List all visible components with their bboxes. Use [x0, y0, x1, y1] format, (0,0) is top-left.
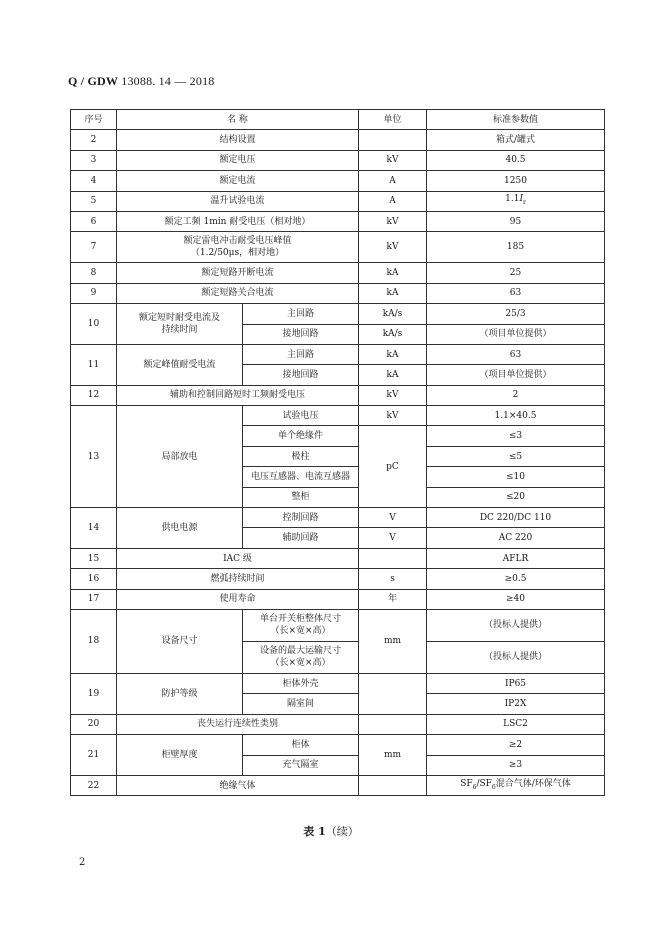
- row-value: AC 220: [427, 528, 605, 548]
- standard-prefix: Q / GDW: [68, 74, 119, 88]
- row-value: 25/3: [427, 304, 605, 324]
- row-value: ≤3: [427, 426, 605, 446]
- row-name: 局部放电: [117, 406, 243, 508]
- row-no: 9: [71, 283, 117, 303]
- row-value: ≥0.5: [427, 569, 605, 589]
- row-value: DC 220/DC 110: [427, 508, 605, 528]
- header-unit: 单位: [359, 110, 427, 130]
- row-no: 10: [71, 304, 117, 345]
- row-unit: A: [359, 171, 427, 191]
- row-subitem: 充气隔室: [243, 755, 359, 775]
- row-no: 6: [71, 211, 117, 231]
- row-subitem: 极柱: [243, 446, 359, 466]
- row-value: [427, 191, 605, 211]
- row-unit: kV: [359, 211, 427, 231]
- row-unit: s: [359, 569, 427, 589]
- row-value: LSC2: [427, 714, 605, 734]
- row-value: （项目单位提供）: [427, 365, 605, 385]
- row-name: 辅助和控制回路短时工频耐受电压: [117, 385, 359, 405]
- gas-a: SF: [460, 778, 473, 789]
- subitem-line-1: 单台开关柜整体尺寸: [259, 614, 341, 625]
- row-unit: [359, 548, 427, 568]
- caption-suffix: （续）: [325, 825, 359, 838]
- name-line-2: （1.2/50μs，相对地）: [190, 248, 285, 259]
- table-row: [71, 283, 605, 303]
- row-no: 21: [71, 735, 117, 776]
- row-value: 185: [427, 232, 605, 263]
- row-value: （投标人提供）: [427, 641, 605, 673]
- page-number: 2: [79, 857, 86, 868]
- row-no: 4: [71, 171, 117, 191]
- gas-a-sub: 6: [472, 783, 477, 791]
- row-subitem: 控制回路: [243, 508, 359, 528]
- row-unit: kV: [359, 232, 427, 263]
- row-unit: [359, 130, 427, 150]
- row-value: 1.1×40.5: [427, 406, 605, 426]
- document-code: [68, 74, 214, 89]
- row-value: （投标人提供）: [427, 609, 605, 641]
- row-value: 箱式/罐式: [427, 130, 605, 150]
- header-value: 标准参数值: [427, 110, 605, 130]
- row-value: 1250: [427, 171, 605, 191]
- table-row: [71, 211, 605, 231]
- table-row: [71, 232, 605, 263]
- row-unit: kV: [359, 150, 427, 170]
- row-name: [117, 304, 243, 345]
- row-subitem: 隔室间: [243, 694, 359, 714]
- header-name: 名 称: [117, 110, 359, 130]
- row-unit: [359, 775, 427, 795]
- row-no: 14: [71, 508, 117, 549]
- row-value: 40.5: [427, 150, 605, 170]
- row-no: 11: [71, 344, 117, 385]
- row-name: 额定短路关合电流: [117, 283, 359, 303]
- row-name: 丧失运行连续性类别: [117, 714, 359, 734]
- subitem-line-2: （长×宽×高）: [270, 626, 331, 637]
- row-subitem: 柜体外壳: [243, 673, 359, 693]
- row-unit: kA: [359, 344, 427, 364]
- row-value: 63: [427, 344, 605, 364]
- table-row: [71, 775, 605, 795]
- row-value: IP65: [427, 673, 605, 693]
- row-subitem: 整柜: [243, 487, 359, 507]
- row-name: IAC 级: [117, 548, 359, 568]
- name-line-1: 额定短时耐受电流及: [138, 313, 220, 324]
- row-value: ≤5: [427, 446, 605, 466]
- row-value: AFLR: [427, 548, 605, 568]
- row-value: ≥2: [427, 735, 605, 755]
- row-unit: kA: [359, 263, 427, 283]
- row-unit: [359, 714, 427, 734]
- row-subitem: 辅助回路: [243, 528, 359, 548]
- row-no: 5: [71, 191, 117, 211]
- row-name: 额定峰值耐受电流: [117, 344, 243, 385]
- row-value: 63: [427, 283, 605, 303]
- row-name: 额定电流: [117, 171, 359, 191]
- table-row: [71, 673, 605, 693]
- row-no: 16: [71, 569, 117, 589]
- row-unit: kA/s: [359, 304, 427, 324]
- row-name: [117, 232, 359, 263]
- row-no: 12: [71, 385, 117, 405]
- row-name: 额定工频 1min 耐受电压（相对地）: [117, 211, 359, 231]
- row-subitem: 柜体: [243, 735, 359, 755]
- row-no: 22: [71, 775, 117, 795]
- row-subitem: 主回路: [243, 344, 359, 364]
- row-subitem: 试验电压: [243, 406, 359, 426]
- row-value: 25: [427, 263, 605, 283]
- parameter-table: [70, 109, 605, 796]
- row-name: 燃弧持续时间: [117, 569, 359, 589]
- table-row: [71, 263, 605, 283]
- value-variable: I: [519, 194, 523, 205]
- row-unit: V: [359, 528, 427, 548]
- table-row: [71, 406, 605, 426]
- row-name: 供电电源: [117, 508, 243, 549]
- subitem-line-2: （长×宽×高）: [270, 658, 331, 669]
- row-no: 17: [71, 589, 117, 609]
- table-row: [71, 508, 605, 528]
- name-line-2: 持续时间: [161, 325, 198, 336]
- row-subitem: 接地回路: [243, 365, 359, 385]
- row-unit: mm: [359, 609, 427, 673]
- row-no: 2: [71, 130, 117, 150]
- caption-label: 表 1: [303, 825, 326, 838]
- table-row: [71, 191, 605, 211]
- table-caption: [0, 823, 662, 839]
- row-value: 95: [427, 211, 605, 231]
- row-unit: [359, 673, 427, 714]
- row-name: 绝缘气体: [117, 775, 359, 795]
- row-unit: V: [359, 508, 427, 528]
- row-name: 温升试验电流: [117, 191, 359, 211]
- row-name: 设备尺寸: [117, 609, 243, 673]
- row-value: 2: [427, 385, 605, 405]
- row-unit: kV: [359, 385, 427, 405]
- row-no: 8: [71, 263, 117, 283]
- row-value: ≤10: [427, 467, 605, 487]
- row-subitem: [243, 641, 359, 673]
- row-no: 19: [71, 673, 117, 714]
- row-no: 20: [71, 714, 117, 734]
- row-value: （项目单位提供）: [427, 324, 605, 344]
- header-no: 序号: [71, 110, 117, 130]
- row-value: [427, 775, 605, 795]
- row-name: 防护等级: [117, 673, 243, 714]
- row-unit: kA: [359, 365, 427, 385]
- gas-c: 混合气体/环保气体: [495, 778, 571, 789]
- value-coefficient: 1.1: [505, 194, 520, 205]
- row-unit: A: [359, 191, 427, 211]
- row-name: 额定短路开断电流: [117, 263, 359, 283]
- table-row: [71, 735, 605, 755]
- table-row: [71, 171, 605, 191]
- row-no: 18: [71, 609, 117, 673]
- table-row: [71, 714, 605, 734]
- row-name: 额定电压: [117, 150, 359, 170]
- row-subitem: 主回路: [243, 304, 359, 324]
- table-row: [71, 548, 605, 568]
- gas-b: /SF: [476, 778, 492, 789]
- row-value: IP2X: [427, 694, 605, 714]
- row-unit: kA/s: [359, 324, 427, 344]
- subitem-line-1: 设备的最大运输尺寸: [259, 646, 341, 657]
- row-value: ≥40: [427, 589, 605, 609]
- row-unit: pC: [359, 426, 427, 508]
- row-unit: kA: [359, 283, 427, 303]
- row-unit: mm: [359, 735, 427, 776]
- row-subitem: 接地回路: [243, 324, 359, 344]
- row-no: 7: [71, 232, 117, 263]
- row-subitem: [243, 609, 359, 641]
- row-unit: 年: [359, 589, 427, 609]
- table-row: [71, 589, 605, 609]
- table-row: [71, 304, 605, 324]
- row-value: ≤20: [427, 487, 605, 507]
- gas-b-sub: 6: [491, 783, 496, 791]
- row-no: 13: [71, 406, 117, 508]
- table-row: [71, 569, 605, 589]
- table-row: [71, 385, 605, 405]
- table-row: [71, 150, 605, 170]
- table-row: [71, 609, 605, 641]
- row-name: 柜壁厚度: [117, 735, 243, 776]
- row-no: 3: [71, 150, 117, 170]
- table-header-row: [71, 110, 605, 130]
- row-subitem: 单个绝缘件: [243, 426, 359, 446]
- row-unit: kV: [359, 406, 427, 426]
- name-line-1: 额定雷电冲击耐受电压峰值: [183, 236, 292, 247]
- table-row: [71, 344, 605, 364]
- row-no: 15: [71, 548, 117, 568]
- row-value: ≥3: [427, 755, 605, 775]
- row-subitem: 电压互感器、电流互感器: [243, 467, 359, 487]
- row-name: 结构设置: [117, 130, 359, 150]
- value-subscript: r: [523, 199, 526, 207]
- row-name: 使用寿命: [117, 589, 359, 609]
- table-row: [71, 130, 605, 150]
- standard-number: 13088. 14 — 2018: [121, 74, 215, 88]
